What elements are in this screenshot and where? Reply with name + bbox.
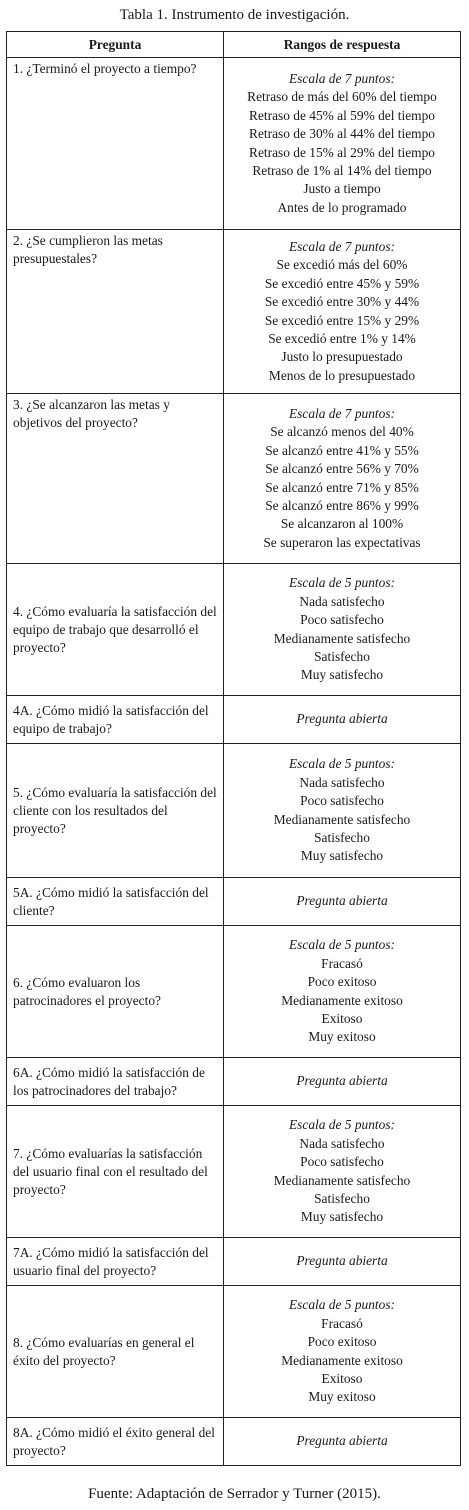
answer-range-cell [224,744,461,878]
table-row [7,696,461,744]
scale-option: Fracasó [321,955,363,971]
table-body [7,58,461,1466]
scale-option: Retraso de 15% al 29% del tiempo [249,144,435,160]
scale-option: Muy satisfecho [300,1209,384,1225]
header-question: Pregunta [7,32,224,58]
answer-range-cell [224,564,461,696]
scale-option: Muy satisfecho [300,667,384,683]
answer-range-cell [224,1238,461,1286]
research-instrument-table [6,31,461,1466]
scale-option: Menos de lo presupuestado [268,367,416,383]
scale-option: Poco satisfecho [300,1154,384,1170]
header-answer-ranges: Rangos de respuesta [224,32,461,58]
scale-option: Se alcanzó entre 86% y 99% [265,497,419,513]
scale-option: Poco satisfecho [300,612,384,628]
scale-option: Muy exitoso [308,1389,376,1405]
answer-range-cell [224,878,461,926]
scale-option: Se superaron las expectativas [263,534,421,550]
scale-option: Nada satisfecho [299,774,385,790]
scale-option: Nada satisfecho [299,1135,385,1151]
table-row [7,926,461,1058]
answer-range-cell [224,696,461,744]
question-cell: 5. ¿Cómo evaluaría la satisfacción del cliente con los resultados del proyecto? [7,744,224,878]
table-header-row [7,32,461,58]
table-row [7,230,461,394]
question-cell: 2. ¿Se cumplieron las metas presupuestales? [7,230,224,394]
scale-option: Medianamente exitoso [281,1352,403,1368]
table-row [7,1418,461,1466]
answer-range-cell [224,230,461,394]
scale-option: Retraso de 45% al 59% del tiempo [249,107,435,123]
question-cell: 6. ¿Cómo evaluaron los patrocinadores el proyecto? [7,926,224,1058]
scale-option: Se alcanzó entre 56% y 70% [265,461,419,477]
scale-option: Satisfecho [314,648,370,664]
answer-range-cell [224,1286,461,1418]
scale-title: Escala de 7 puntos: [289,238,395,254]
table-row [7,1286,461,1418]
table-row [7,58,461,230]
table-row [7,1238,461,1286]
scale-title: Escala de 5 puntos: [289,1297,395,1313]
open-question-label: Pregunta abierta [296,893,388,909]
answer-range-cell [224,1418,461,1466]
answer-range-cell [224,58,461,230]
question-cell: 1. ¿Terminó el proyecto a tiempo? [7,58,224,230]
table-row [7,394,461,564]
scale-option: Se alcanzó entre 41% y 55% [265,442,419,458]
scale-option: Fracasó [321,1315,363,1331]
table-caption: Tabla 1. Instrumento de investigación. [119,7,350,23]
scale-option: Medianamente exitoso [281,992,403,1008]
open-question-label: Pregunta abierta [296,1073,388,1089]
question-cell: 4A. ¿Cómo midió la satisfacción del equipo de trabajo? [7,696,224,744]
scale-option: Retraso de 30% al 44% del tiempo [249,126,435,142]
scale-option: Se alcanzó menos del 40% [270,424,414,440]
answer-range-cell [224,926,461,1058]
scale-option: Se excedió entre 1% y 14% [268,330,416,346]
scale-title: Escala de 5 puntos: [289,1117,395,1133]
question-cell: 4. ¿Cómo evaluaría la satisfacción del equipo de trabajo que desarrolló el proyecto? [7,564,224,696]
scale-option: Se excedió entre 15% y 29% [264,312,420,328]
table-row [7,878,461,926]
question-cell: 8A. ¿Cómo midió el éxito general del proyecto? [7,1418,224,1466]
question-cell: 3. ¿Se alcanzaron las metas y objetivos del proyecto? [7,394,224,564]
scale-option: Se alcanzó entre 71% y 85% [265,479,419,495]
scale-title: Escala de 5 puntos: [289,575,395,591]
scale-option: Se alcanzaron al 100% [280,516,404,532]
answer-range-cell [224,394,461,564]
scale-option: Muy satisfecho [300,848,384,864]
scale-option: Medianamente satisfecho [273,1172,411,1188]
scale-option: Se excedió entre 45% y 59% [264,275,420,291]
scale-option: Se excedió entre 30% y 44% [264,294,420,310]
question-cell: 5A. ¿Cómo midió la satisfacción del cliente? [7,878,224,926]
scale-title: Escala de 5 puntos: [289,937,395,953]
scale-option: Muy exitoso [308,1029,376,1045]
scale-option: Exitoso [321,1370,363,1386]
question-cell: 8. ¿Cómo evaluarías en general el éxito del proyecto? [7,1286,224,1418]
open-question-label: Pregunta abierta [296,711,388,727]
table-row [7,564,461,696]
open-question-label: Pregunta abierta [296,1253,388,1269]
scale-option: Exitoso [321,1010,363,1026]
answer-range-cell [224,1058,461,1106]
answer-range-cell [224,1106,461,1238]
scale-option: Poco satisfecho [300,793,384,809]
question-cell: 7A. ¿Cómo midió la satisfacción del usuario final del proyecto? [7,1238,224,1286]
scale-title: Escala de 7 puntos: [289,405,395,421]
scale-option: Se excedió más del 60% [276,257,408,273]
table-row [7,1106,461,1238]
question-cell: 6A. ¿Cómo midió la satisfacción de los patrocinadores del trabajo? [7,1058,224,1106]
scale-option: Satisfecho [314,829,370,845]
scale-option: Poco exitoso [307,1334,377,1350]
scale-option: Antes de lo programado [277,199,407,215]
question-cell: 7. ¿Cómo evaluarías la satisfacción del usuario final con el resultado del proyecto? [7,1106,224,1238]
scale-option: Satisfecho [314,1190,370,1206]
open-question-label: Pregunta abierta [296,1433,388,1449]
scale-option: Retraso de más del 60% del tiempo [247,89,437,105]
scale-option: Medianamente satisfecho [273,811,411,827]
table-row [7,744,461,878]
table-row [7,1058,461,1106]
scale-title: Escala de 7 puntos: [289,70,395,86]
scale-option: Justo lo presupuestado [281,349,403,365]
table-source-note: Fuente: Adaptación de Serrador y Turner (2015). [88,1486,381,1502]
scale-title: Escala de 5 puntos: [289,756,395,772]
scale-option: Retraso de 1% al 14% del tiempo [252,162,432,178]
scale-option: Poco exitoso [307,974,377,990]
scale-option: Nada satisfecho [299,593,385,609]
scale-option: Justo a tiempo [303,181,381,197]
scale-option: Medianamente satisfecho [273,630,411,646]
